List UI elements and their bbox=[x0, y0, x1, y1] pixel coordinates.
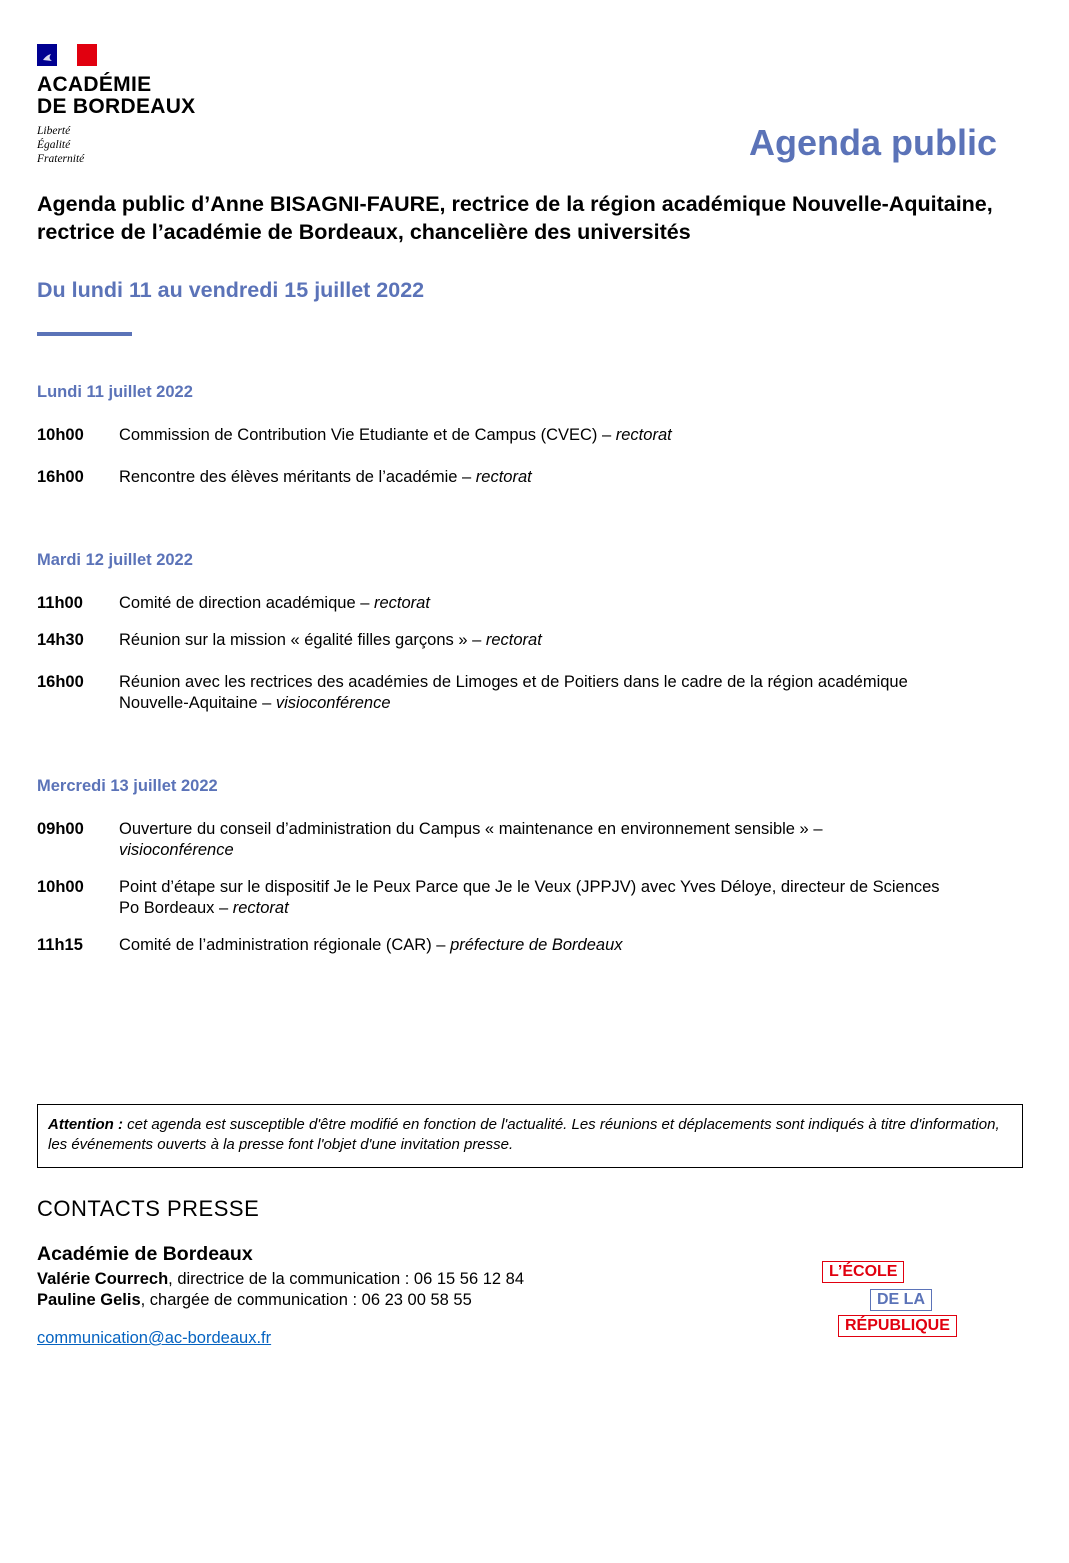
contacts-heading: CONTACTS PRESSE bbox=[37, 1196, 260, 1221]
ecole-republique-logo bbox=[822, 1261, 974, 1341]
event-place: préfecture de Bordeaux bbox=[450, 936, 623, 954]
event-place: rectorat bbox=[485, 631, 542, 649]
event-description: Ouverture du conseil d’administration du Campus « maintenance en environnement sensible » – visioconférence bbox=[119, 820, 823, 859]
logo-title bbox=[37, 74, 195, 118]
contact-role: , chargée de communication : 06 23 00 58 55 bbox=[140, 1291, 472, 1309]
agenda-period: Du lundi 11 au vendredi 15 juillet 2022 bbox=[37, 278, 425, 302]
event-description: Comité de direction académique – rectorat bbox=[119, 594, 430, 612]
contact-name: Pauline Gelis bbox=[37, 1291, 141, 1309]
page-title: Agenda public d’Anne BISAGNI-FAURE, rectrice de la région académique Nouvelle-Aquitaine, rectrice de l’académie de Bordeaux, chancelière des universités bbox=[37, 192, 993, 244]
contact-name: Valérie Courrech bbox=[37, 1270, 169, 1288]
event-place: rectorat bbox=[232, 899, 289, 917]
notice-label: Attention : bbox=[48, 1116, 123, 1133]
logo-line-1: ACADÉMIE bbox=[37, 73, 152, 96]
agenda-event bbox=[37, 425, 997, 446]
agenda-event bbox=[37, 593, 997, 614]
event-time: 10h00 bbox=[37, 426, 84, 444]
event-description: Réunion avec les rectrices des académies de Limoges et de Poitiers dans le cadre de la région académique Nouvelle-Aquitaine – visioconférence bbox=[119, 673, 908, 712]
agenda-event bbox=[37, 935, 997, 956]
event-time: 10h00 bbox=[37, 878, 84, 896]
notice-text: cet agenda est susceptible d'être modifié en fonction de l'actualité. Les réunions et déplacements sont indiqués à titre d'information, les événements ouverts à la presse font l'objet d'une invitation presse. bbox=[48, 1116, 1000, 1153]
event-time: 11h15 bbox=[37, 936, 83, 954]
contact-person bbox=[37, 1269, 524, 1290]
event-place: rectorat bbox=[615, 426, 672, 444]
agenda-event bbox=[37, 877, 952, 919]
event-time: 16h00 bbox=[37, 468, 84, 486]
day-heading: Mercredi 13 juillet 2022 bbox=[37, 777, 218, 795]
agenda-event bbox=[37, 672, 917, 714]
ecole-logo-line-1: L’ÉCOLE bbox=[822, 1261, 904, 1283]
event-time: 11h00 bbox=[37, 594, 83, 612]
ecole-logo-line-2: DE LA bbox=[870, 1289, 932, 1311]
agenda-event bbox=[37, 819, 937, 861]
event-time: 14h30 bbox=[37, 631, 84, 649]
contact-role: , directrice de la communication : 06 15 56 12 84 bbox=[168, 1270, 525, 1288]
logo-line-2: DE BORDEAUX bbox=[37, 95, 196, 118]
contact-email-link[interactable]: communication@ac-bordeaux.fr bbox=[37, 1329, 272, 1347]
academie-logo bbox=[37, 44, 195, 166]
event-time: 16h00 bbox=[37, 673, 84, 691]
republic-motto bbox=[37, 124, 195, 166]
event-description: Point d’étape sur le dispositif Je le Peux Parce que Je le Veux (JPPJV) avec Yves Déloye, directeur de Sciences Po Bordeaux – rectorat bbox=[119, 878, 940, 917]
motto-liberte: Liberté bbox=[37, 125, 71, 137]
event-time: 09h00 bbox=[37, 820, 84, 838]
contact-person bbox=[37, 1290, 472, 1311]
contact-organization: Académie de Bordeaux bbox=[37, 1243, 253, 1265]
attention-notice bbox=[37, 1104, 1023, 1168]
day-heading: Lundi 11 juillet 2022 bbox=[37, 383, 193, 401]
day-heading: Mardi 12 juillet 2022 bbox=[37, 551, 193, 569]
event-place: rectorat bbox=[373, 594, 430, 612]
event-place: visioconférence bbox=[275, 694, 391, 712]
event-place: rectorat bbox=[475, 468, 532, 486]
marianne-flag-icon bbox=[37, 44, 97, 66]
accent-divider bbox=[37, 332, 132, 336]
event-description: Commission de Contribution Vie Etudiante et de Campus (CVEC) – rectorat bbox=[119, 426, 672, 444]
event-description: Rencontre des élèves méritants de l’académie – rectorat bbox=[119, 468, 532, 486]
agenda-event bbox=[37, 467, 997, 488]
motto-egalite: Égalité bbox=[37, 139, 71, 151]
ecole-logo-line-3: RÉPUBLIQUE bbox=[838, 1315, 957, 1337]
event-description: Réunion sur la mission « égalité filles garçons » – rectorat bbox=[119, 631, 542, 649]
document-type-title: Agenda public bbox=[748, 122, 997, 163]
motto-fraternite: Fraternité bbox=[37, 153, 85, 165]
agenda-event bbox=[37, 630, 997, 651]
event-description: Comité de l’administration régionale (CAR) – préfecture de Bordeaux bbox=[119, 936, 623, 954]
event-place: visioconférence bbox=[119, 841, 234, 859]
